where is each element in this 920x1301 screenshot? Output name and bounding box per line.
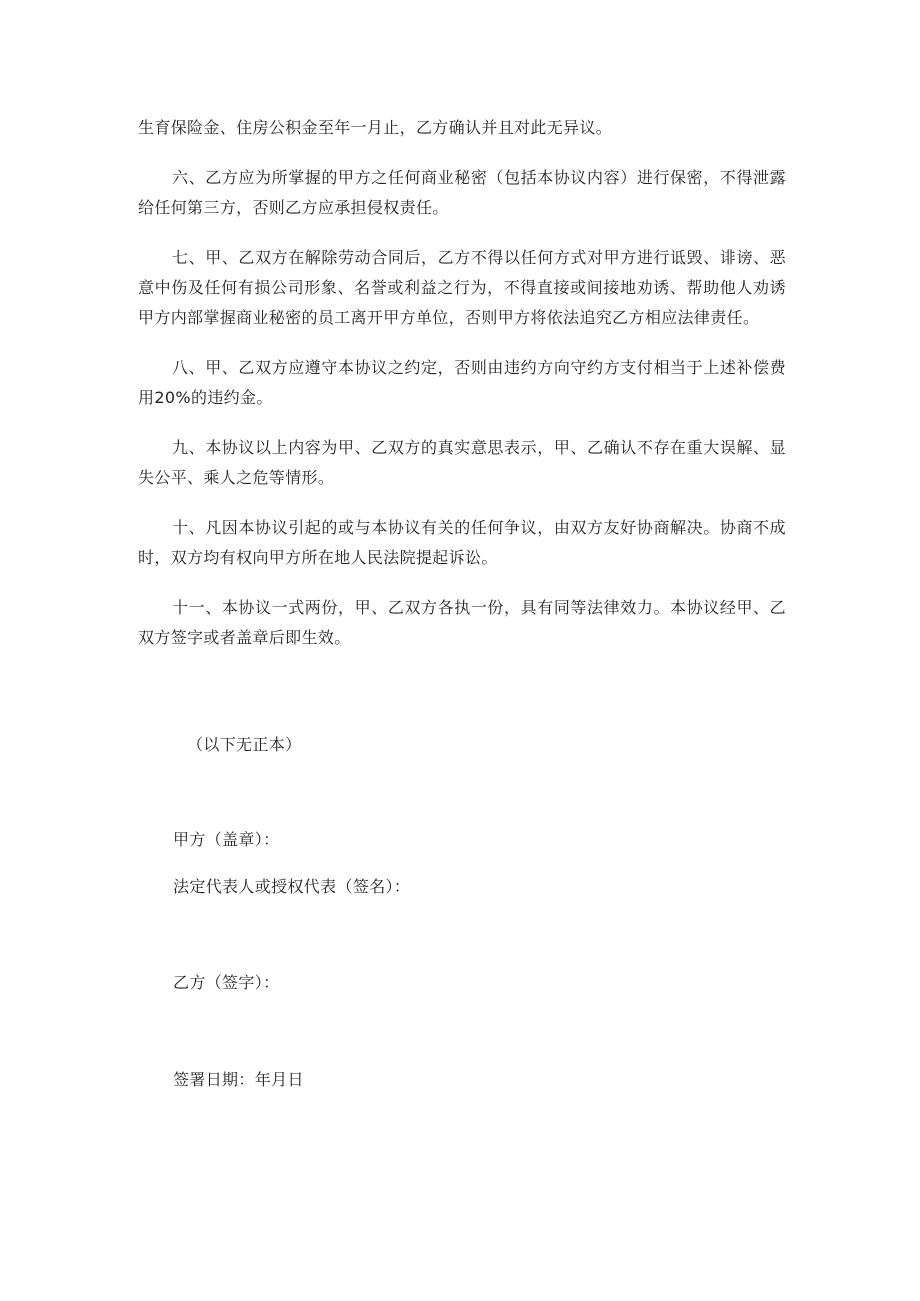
party-b-signature-label: 乙方（签字）： bbox=[173, 973, 280, 992]
signing-date-label: 签署日期：年月日 bbox=[173, 1070, 304, 1089]
clause-9-true-intent: 九、本协议以上内容为甲、乙双方的真实意思表示，甲、乙确认不存在重大误解、显失公平、乘人之危等情形。 bbox=[138, 438, 786, 487]
agreement-body bbox=[138, 113, 786, 673]
clause-11-copies: 十一、本协议一式两份，甲、乙双方各执一份，具有同等法律效力。本协议经甲、乙双方签字或者盖章后即生效。 bbox=[138, 598, 786, 647]
legal-representative-signature-label: 法定代表人或授权代表（签名）： bbox=[173, 877, 411, 896]
party-a-seal-label: 甲方（盖章）： bbox=[173, 830, 280, 849]
clause-7-non-disparagement: 七、甲、乙双方在解除劳动合同后，乙方不得以任何方式对甲方进行诋毁、诽谤、恶意中伤及任何有损公司形象、名誉或利益之行为，不得直接或间接地劝诱、帮助他人劝诱甲方内部掌握商业秘密的员工离开甲方单位，否则甲方将依法追究乙方相应法律责任。 bbox=[138, 248, 786, 327]
clause-10-disputes: 十、凡因本协议引起的或与本协议有关的任何争议，由双方友好协商解决。协商不成时，双方均有权向甲方所在地人民法院提起诉讼。 bbox=[138, 518, 786, 567]
paragraph-insurance-continuation: 生育保险金、住房公积金至年一月止，乙方确认并且对此无异议。 bbox=[138, 118, 613, 137]
end-note: （以下无正本） bbox=[187, 735, 302, 754]
clause-6-confidentiality: 六、乙方应为所掌握的甲方之任何商业秘密（包括本协议内容）进行保密，不得泄露给任何第三方，否则乙方应承担侵权责任。 bbox=[138, 168, 786, 217]
clause-8-penalty: 八、甲、乙双方应遵守本协议之约定，否则由违约方向守约方支付相当于上述补偿费用20%的违约金。 bbox=[138, 358, 786, 407]
